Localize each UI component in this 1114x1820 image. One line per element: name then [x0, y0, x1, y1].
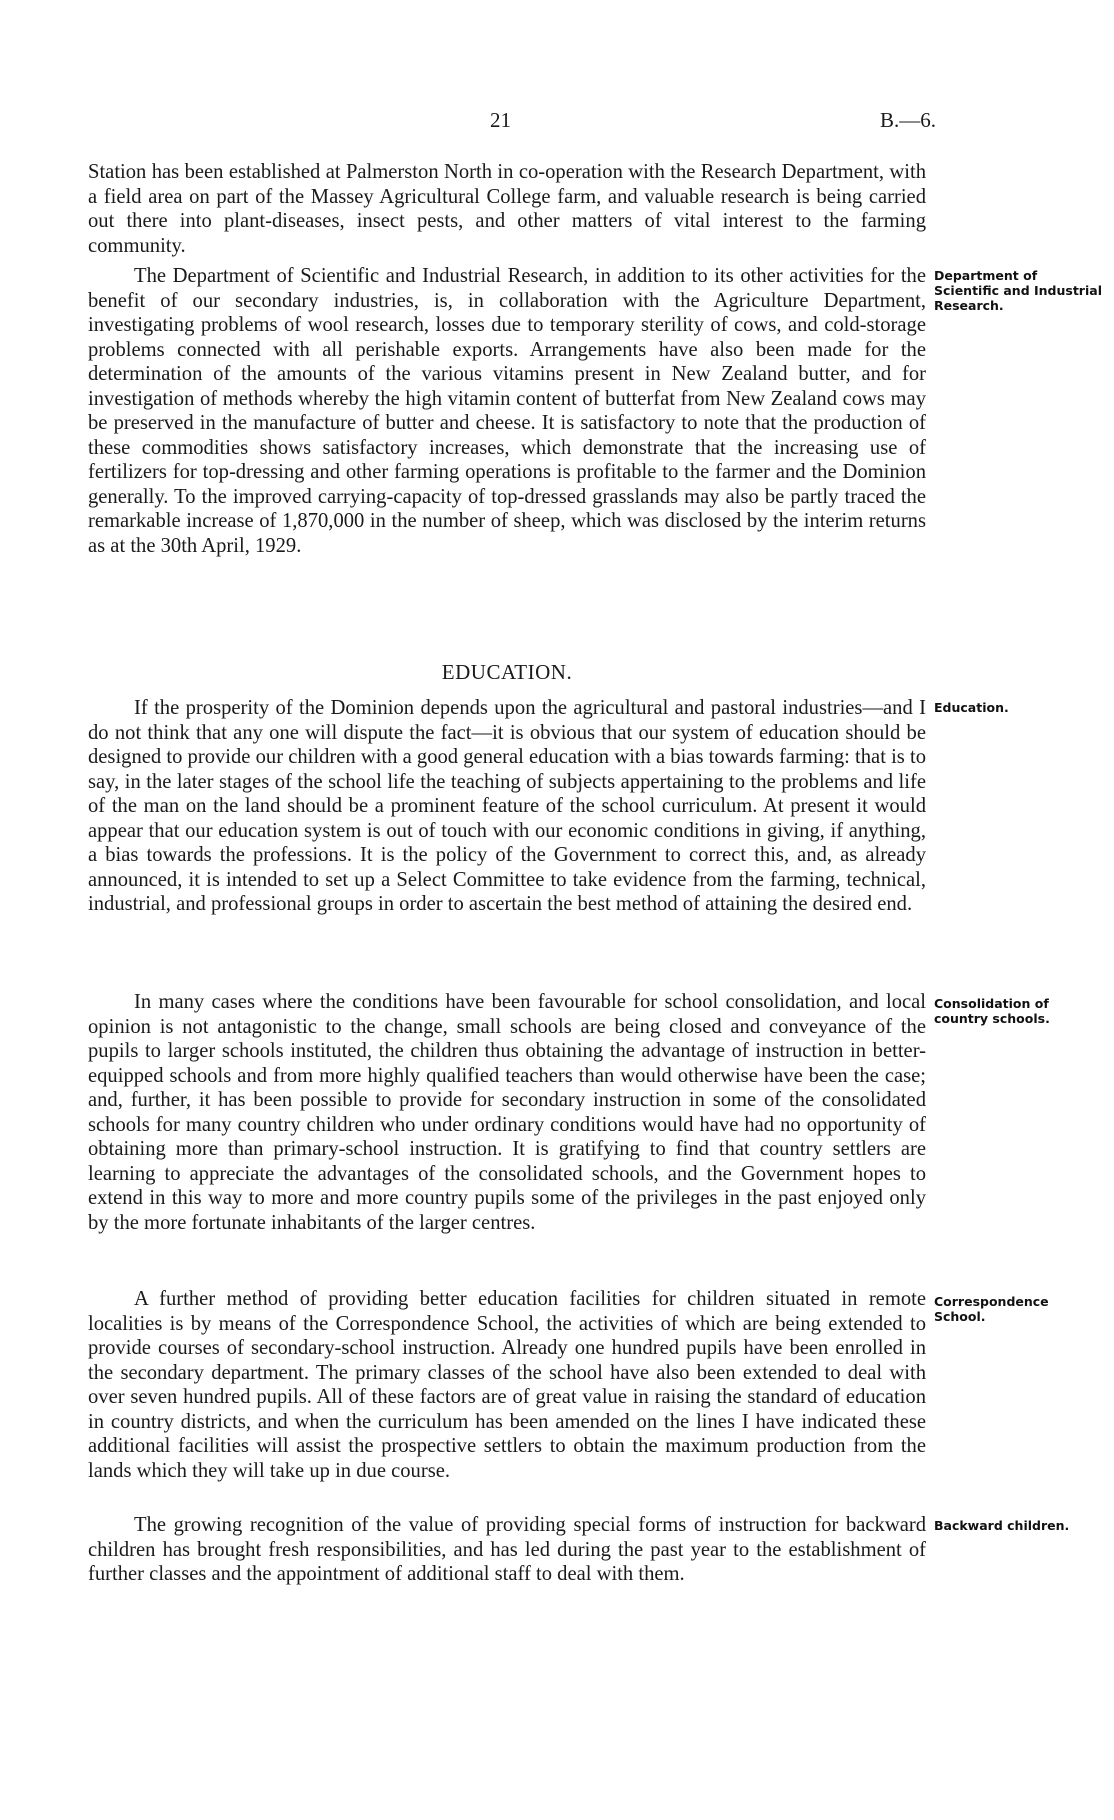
sidenote-department-research: Department of Scientific and Industrial Research. [934, 268, 1102, 313]
paragraph-text: Station has been established at Palmerston North in co-operation with the Research Department, with a field area on part of the Massey Agricultural College farm, and valuable research is being carried out there into plant-diseases, insect pests, and other matters of vital interest to the farming community. [88, 161, 926, 257]
paragraph-text: If the prosperity of the Dominion depends upon the agricultural and pastoral industries—and I do not think that any one will dispute the fact—it is obvious that our system of education should be designed to provide our children with a good general education with a bias towards farming: that is to say, in the later stages of the school life the teaching of subjects appertaining to the problems and life of the man on the land should be a prominent feature of the school curriculum. At present it would appear that our education system is out of touch with our economic conditions in giving, if anything, a bias towards the professions. It is the policy of the Government to correct this, and, as already announced, it is intended to set up a Select Committee to take evidence from the farming, technical, industrial, and professional groups in order to ascertain the best method of attaining the desired end. [88, 697, 926, 915]
paragraph-department-research [88, 264, 926, 558]
paragraph-text: The Department of Scientific and Industrial Research, in addition to its other activities for the benefit of our secondary industries, is, in collaboration with the Agriculture Department, investigating problems of wool research, losses due to temporary sterility of cows, and cold-storage problems connected with all perishable exports. Arrangements have also been made for the determination of the amounts of the various vitamins present in New Zealand butter, and for investigation of methods whereby the high vitamin content of butterfat from New Zealand cows may be preserved in the manufacture of butter and cheese. It is satisfactory to note that the production of these commodities shows satisfactory increases, which demonstrate that the increasing use of fertilizers for top-dressing and other farming operations is profitable to the farmer and the Dominion generally. To the improved carrying-capacity of top-dressed grasslands may also be partly traced the remarkable increase of 1,870,000 in the number of sheep, which was disclosed by the interim returns as at the 30th April, 1929. [88, 265, 926, 557]
paragraph-consolidation [88, 990, 926, 1235]
sidenote-education: Education. [934, 700, 1009, 715]
sidenote-consolidation: Consolidation of country schools. [934, 996, 1050, 1026]
sidenote-backward-children: Backward children. [934, 1518, 1070, 1533]
paragraph-backward-children [88, 1513, 926, 1587]
section-heading-education: EDUCATION. [441, 660, 573, 684]
paragraph-text: A further method of providing better education facilities for children situated in remote localities is by means of the Correspondence School, the activities of which are being extended to provide courses of secondary-school instruction. Already one hundred pupils have been enrolled in the secondary department. The primary classes of the school have also been extended to deal with over seven hundred pupils. All of these factors are of great value in raising the standard of education in country districts, and when the curriculum has been amended on the lines I have indicated these additional facilities will assist the prospective settlers to obtain the maximum production from the lands which they will take up in due course. [88, 1288, 926, 1482]
paragraph-text: In many cases where the conditions have been favourable for school consolidation, and local opinion is not antagonistic to the change, small schools are being closed and conveyance of the pupils to larger schools instituted, the children thus obtaining the advantage of instruction in better-equipped schools and from more highly qualified teachers than would otherwise have been the case; and, further, it has been possible to provide for secondary instruction in some of the consolidated schools for many country children who under ordinary conditions would have had no opportunity of obtaining more than primary-school instruction. It is gratifying to find that country settlers are learning to appreciate the advantages of the consolidated schools, and the Government hopes to extend in this way to more and more country pupils some of the privileges in the past enjoyed only by the more fortunate inhabitants of the larger centres. [88, 991, 926, 1234]
page-number: 21 [490, 108, 511, 132]
paragraph-education [88, 696, 926, 917]
paragraph-research-station [88, 160, 926, 258]
document-reference: B.—6. [880, 108, 937, 132]
sidenote-correspondence: Correspondence School. [934, 1294, 1049, 1324]
paragraph-correspondence [88, 1287, 926, 1483]
paragraph-text: The growing recognition of the value of providing special forms of instruction for backward children has brought fresh responsibilities, and has led during the past year to the establishment of further classes and the appointment of additional staff to deal with them. [88, 1514, 926, 1585]
